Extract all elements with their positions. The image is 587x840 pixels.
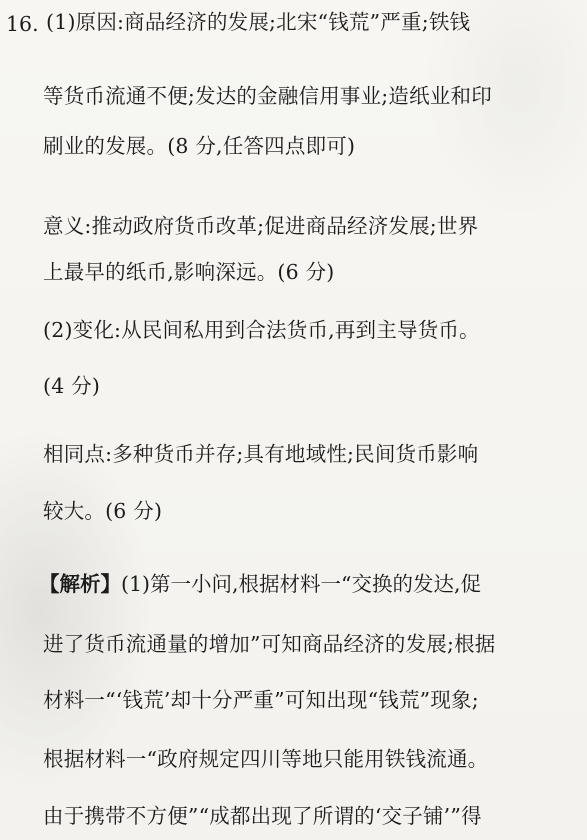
answer-line-6: (2)变化:从民间私用到合法货币,再到主导货币。 xyxy=(43,318,480,342)
analysis-line-4: 根据材料一“政府规定四川等地只能用铁钱流通。 xyxy=(43,747,489,771)
answer-line-9: 较大。(6 分) xyxy=(43,499,163,523)
answer-line-7: (4 分) xyxy=(43,374,101,398)
analysis-first-line xyxy=(39,574,481,595)
answer-line-3: 刷业的发展。(8 分,任答四点即可) xyxy=(43,134,356,158)
analysis-first-line-text: (1)第一小问,根据材料一“交换的发达,促 xyxy=(121,572,482,596)
analysis-line-2: 进了货币流通量的增加”可知商品经济的发展;根据 xyxy=(43,632,496,656)
analysis-tag: 【解析】 xyxy=(39,572,121,596)
analysis-line-5: 由于携带不方便”“成都出现了所谓的‘交子铺’”得 xyxy=(43,804,482,828)
analysis-line-3: 材料一“‘钱荒’却十分严重”可知出现“钱荒”现象; xyxy=(43,688,479,712)
answer-line-1: (1)原因:商品经济的发展;北宋“钱荒”严重;铁钱 xyxy=(46,10,471,34)
answer-line-5: 上最早的纸币,影响深远。(6 分) xyxy=(43,260,335,284)
answer-line-2: 等货币流通不便;发达的金融信用事业;造纸业和印 xyxy=(43,84,492,108)
answer-line-4: 意义:推动政府货币改革;促进商品经济发展;世界 xyxy=(43,214,479,238)
answer-line-8: 相同点:多种货币并存;具有地域性;民间货币影响 xyxy=(43,442,479,466)
question-number: 16. xyxy=(6,12,39,36)
